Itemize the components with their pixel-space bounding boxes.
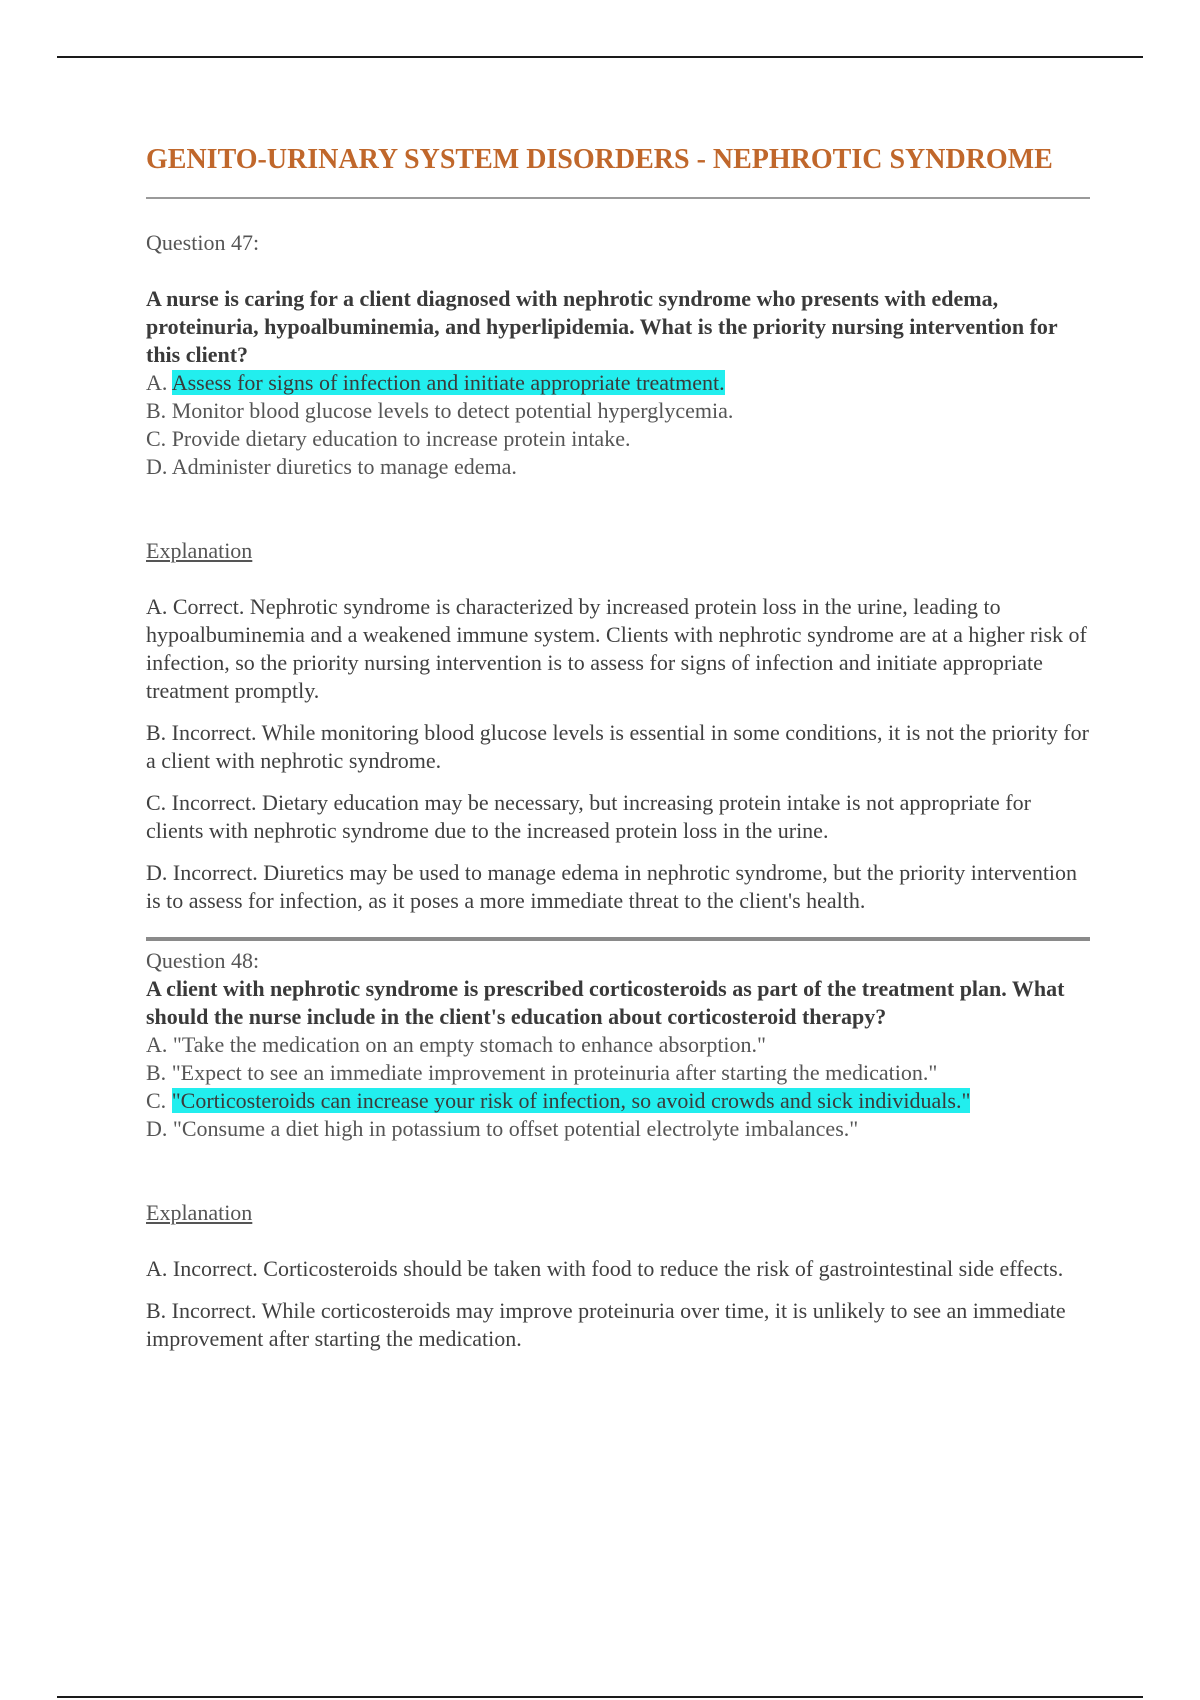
answer-option-d	[146, 1115, 1090, 1143]
option-text: Administer diuretics to manage edema.	[171, 454, 517, 479]
question-47	[146, 229, 1090, 915]
option-letter: D.	[146, 1116, 168, 1141]
explanation-c: C. Incorrect. Dietary education may be necessary, but increasing protein intake is not appropriate for clients with nephrotic syndrome due to the increased protein loss in the urine.	[146, 790, 1031, 843]
option-letter: D.	[146, 454, 168, 479]
answer-option-a	[146, 369, 1090, 397]
explanation-heading: Explanation	[146, 538, 253, 563]
explanation-d: D. Incorrect. Diuretics may be used to manage edema in nephrotic syndrome, but the priority intervention is to assess for infection, as it poses a more immediate threat to the client's health.	[146, 860, 1078, 913]
answer-option-c	[146, 1087, 1090, 1115]
answer-options	[146, 1031, 1090, 1143]
explanation-heading: Explanation	[146, 1200, 253, 1225]
option-letter: B.	[146, 398, 167, 423]
explanation-b: B. Incorrect. While monitoring blood glucose levels is essential in some conditions, it is not the priority for a client with nephrotic syndrome.	[146, 720, 1089, 773]
answer-option-c	[146, 425, 1090, 453]
question-stem: A nurse is caring for a client diagnosed with nephrotic syndrome who presents with edema, proteinuria, hypoalbuminemia, and hyperlipidemia. What is the priority nursing intervention for this client?	[146, 286, 1058, 367]
option-text: "Take the medication on an empty stomach to enhance absorption."	[172, 1032, 767, 1057]
option-letter: C.	[146, 426, 167, 451]
title-divider	[146, 197, 1090, 199]
answer-option-b	[146, 1059, 1090, 1087]
document-body	[146, 140, 1090, 1367]
option-letter: A.	[146, 1032, 168, 1057]
option-letter: B.	[146, 1060, 167, 1085]
explanation-b: B. Incorrect. While corticosteroids may improve proteinuria over time, it is unlikely to see an immediate improvement after starting the medication.	[146, 1298, 1066, 1351]
document-title: GENITO-URINARY SYSTEM DISORDERS - NEPHROTIC SYNDROME	[146, 144, 1053, 175]
option-text-highlighted: "Corticosteroids can increase your risk of infection, so avoid crowds and sick individuals."	[171, 1088, 971, 1113]
question-label: Question 48:	[146, 948, 260, 973]
page-bottom-rule	[57, 1696, 1143, 1698]
answer-option-a	[146, 1031, 1090, 1059]
answer-options	[146, 369, 1090, 481]
page-top-rule	[57, 56, 1143, 58]
option-text: "Consume a diet high in potassium to offset potential electrolyte imbalances."	[172, 1116, 859, 1141]
answer-option-b	[146, 397, 1090, 425]
question-label: Question 47:	[146, 230, 260, 255]
question-divider	[146, 937, 1090, 941]
explanation-list	[146, 1255, 1090, 1353]
explanation-list	[146, 593, 1090, 915]
option-letter: C.	[146, 1088, 167, 1113]
option-letter: A.	[146, 370, 168, 395]
question-48	[146, 947, 1090, 1353]
option-text: Provide dietary education to increase protein intake.	[171, 426, 631, 451]
question-stem: A client with nephrotic syndrome is prescribed corticosteroids as part of the treatment plan. What should the nurse include in the client's education about corticosteroid therapy?	[146, 976, 1065, 1029]
option-text: "Expect to see an immediate improvement in proteinuria after starting the medication."	[171, 1060, 938, 1085]
option-text: Monitor blood glucose levels to detect potential hyperglycemia.	[171, 398, 734, 423]
answer-option-d	[146, 453, 1090, 481]
option-text-highlighted: Assess for signs of infection and initiate appropriate treatment.	[171, 370, 725, 395]
explanation-a: A. Correct. Nephrotic syndrome is characterized by increased protein loss in the urine, leading to hypoalbuminemia and a weakened immune system. Clients with nephrotic syndrome are at a higher risk of infection, so the priority nursing intervention is to assess for signs of infection and initiate appropriate treatment promptly.	[146, 594, 1087, 703]
explanation-a: A. Incorrect. Corticosteroids should be taken with food to reduce the risk of gastrointestinal side effects.	[146, 1256, 1064, 1281]
